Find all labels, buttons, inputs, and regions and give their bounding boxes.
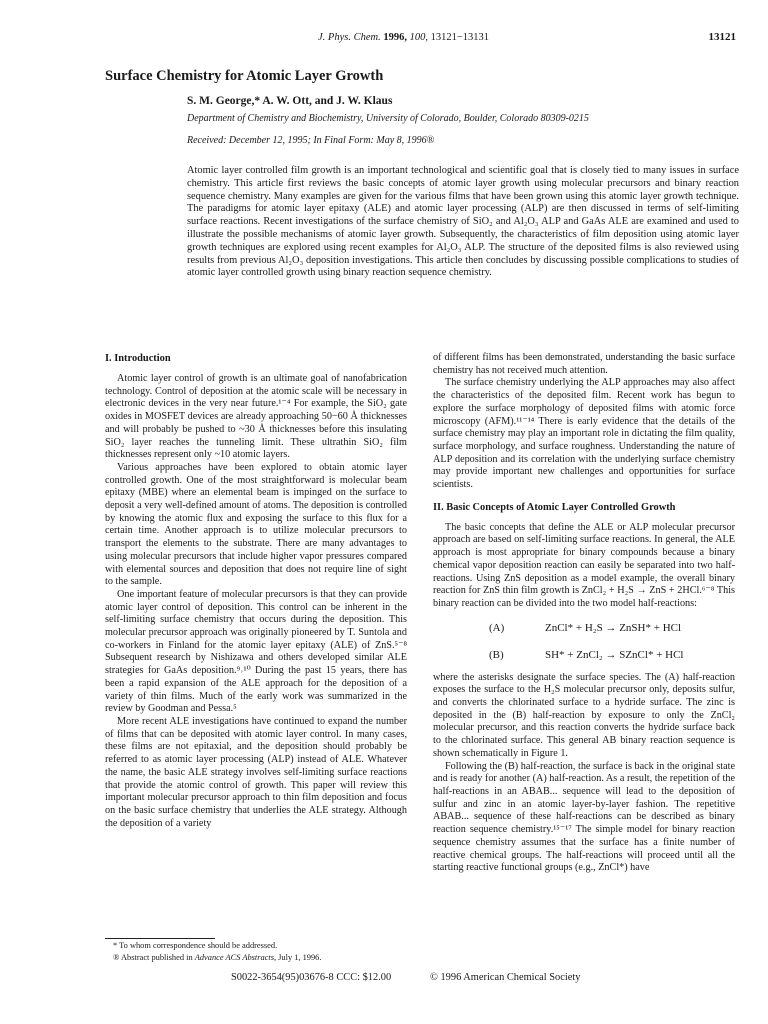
journal-citation [318,32,489,43]
paragraph: More recent ALE investigations have continued to expand the number of films that can be deposited with atomic layer control. In many cases, these films are not epitaxial, and the deposition should probably be referred to as atomic layer processing (ALP) instead of ALE. Whatever the name, the basic ALE strategy involves self-limiting surface reactions that provide the atomic control of growth. This paper will review this important molecular precursor approach to thin film deposition and focus on the basic surface chemistry that underlies the ALE strategy. Although the deposition of a variety [105,715,407,829]
paragraph: Atomic layer control of growth is an ultimate goal of nanofabrication technology. Control of deposition at the atomic scale will be necessary in electronic devices in the very near future.¹⁻⁴ For example, the SiO₂ gate oxides in MOSFET devices are already approaching 50−60 Å thicknesses and will probably be pushed to ~30 Å thicknesses before this insulating SiO₂ layer reaches the tunneling limit. These ultrathin SiO₂ film thicknesses represent only ~10 atomic layers. [105,373,407,461]
journal-volume: 100, [409,32,428,43]
journal-abbrev: J. Phys. Chem. [318,32,381,43]
paragraph: Various approaches have been explored to obtain atomic layer controlled growth. One of the most straightforward is molecular beam epitaxy (MBE) where an elemental beam is impinged on the surface to deposit a very well-defined amount of atoms. The deposition is controlled by knowing the atomic flux and exposing the surface to this flux for a certain time. Another approach is to utilize molecular precursors to transport the elements to the substrate. There are many advantages to using molecular precursors that include higher vapor pressures compared with elemental sources and deposition that does not require line of sight to the sample. [105,461,407,588]
journal-pages: 13121−13131 [430,32,489,43]
equation-a [433,618,735,638]
section-heading-introduction: I. Introduction [105,353,171,364]
abstract: Atomic layer controlled film growth is an important technological and scientific goal that is closely tied to many issues in surface chemistry. This article first reviews the basic concepts of atomic layer growth using molecular precursors and binary reaction sequence chemistry. Many examples are given for the various films that have been grown using this atomic layer growth technique. The paradigms for atomic layer epitaxy (ALE) and atomic layer processing (ALP) are then discussed in terms of self-limiting surface reactions. Recent investigations of the surface chemistry of SiO₂ and Al₂O₃ ALP and GaAs ALE are examined and used to illustrate the possible mechanisms of atomic layer growth. Subsequently, the characteristics of film deposition using atomic layer growth techniques are explored using recent examples for Al₂O₃ ALP. The structure of the deposited films is also reviewed using results from previous Al₂O₃ deposition investigations. This article then concludes by discussing possible complications to studies of atomic layer controlled growth using binary reaction sequence chemistry. [187,165,739,279]
equation-label: (A) [489,621,505,634]
footnote-abstract-published [113,953,321,962]
copyright-notice: © 1996 American Chemical Society [430,972,581,983]
footnote-date: July 1, 1996. [278,953,322,962]
footnote-source: Advance ACS Abstracts, [194,953,277,962]
journal-year: 1996, [383,32,407,43]
author-affiliation: Department of Chemistry and Biochemistry, University of Colorado, Boulder, Colorado 80309-0215 [187,113,589,124]
paragraph: One important feature of molecular precursors is that they can provide atomic layer control of deposition. This control can be inherent in the self-limiting surface chemistry that occurs during the deposition. This molecular precursor approach was originally pioneered by T. Suntola and co-workers in Finland for the atomic layer epitaxy (ALE) of ZnS.⁵⁻⁸ Subsequent research by Nishizawa and others developed similar ALE strategies for GaAs deposition.⁹˒¹⁰ During the past 15 years, there has been a rapid expansion of the ALE approach for the deposition of a variety of thin films. Much of the early work was summarized in the review by Goodman and Pessa.⁵ [105,588,407,715]
page-number: 13121 [708,31,736,43]
footnote-correspondence: * To whom correspondence should be addressed. [113,941,278,950]
paragraph: The surface chemistry underlying the ALP approaches may also affect the characteristics of the deposited film. Recent work has begun to explore the surface morphology of deposited films with atomic force microscopy (AFM).¹¹⁻¹⁴ There is early evidence that the details of the surface chemistry may play an important role in dictating the film quality, surface morphology, and surface roughness. Understanding the nature of ALP deposition and its correlation with the underlying surface chemistry may provide important new challenges and opportunities for surface scientists. [433,377,735,491]
paragraph: where the asterisks designate the surface species. The (A) half-reaction exposes the surface to the H₂S molecular precursor only, deposits sulfur, and converts the chlorinated surface to a hydride surface. The zinc is deposited in the (B) half-reaction by exposure to only the ZnCl₂ molecular precursor, and this reaction converts the hydride surface back to the chlorinated surface. This general AB binary reaction sequence is shown schematically in Figure 1. [433,671,735,759]
equation-b [433,645,735,665]
half-reaction-equations [433,618,735,665]
paragraph: Following the (B) half-reaction, the surface is back in the original state and is ready for another (A) half-reaction. As a result, the repetition of the half-reactions in an ABAB... sequence will lead to the deposition of sulfur and zinc in an atomic layer-by-layer fashion. The repetitive ABAB... sequence of these half-reactions can be described as binary reaction sequence chemistry.¹⁵⁻¹⁷ The simple model for binary reaction sequence chemistry assumes that the surface has a finite number of reactive chemical groups. The half-reactions will proceed until all the starting reactive functional groups (e.g., ZnCl*) have [433,760,735,874]
article-code: S0022-3654(95)03676-8 CCC: $12.00 [231,972,392,983]
article-authors: S. M. George,* A. W. Ott, and J. W. Klaus [187,95,393,107]
paragraph: of different films has been demonstrated, understanding the basic surface chemistry has not received much attention. [433,352,735,376]
equation-text: SH* + ZnCl₂ → SZnCl* + HCl [545,648,684,661]
paragraph: The basic concepts that define the ALE or ALP molecular precursor approach are based on self-limiting surface reactions. In general, the ALE approach is most appropriate for binary compounds because a binary chemical vapor deposition reaction can easily be separated into two half-reactions. Using ZnS deposition as a model example, the overall binary reaction for ZnS thin film growth is ZnCl₂ + H₂S → ZnS + 2HCl.⁶⁻⁸ This binary reaction can be divided into the two model half-reactions: [433,521,735,609]
equation-label: (B) [489,648,504,661]
footnote-rule [105,938,215,939]
footnote-prefix: ® Abstract published in [113,953,193,962]
left-column [105,352,407,830]
section-heading-basic-concepts: II. Basic Concepts of Atomic Layer Controlled Growth [433,501,676,513]
right-column [433,352,735,875]
equation-text: ZnCl* + H₂S → ZnSH* + HCl [545,621,682,634]
received-dates: Received: December 12, 1995; In Final Form: May 8, 1996® [187,135,435,146]
article-title: Surface Chemistry for Atomic Layer Growth [105,68,384,84]
